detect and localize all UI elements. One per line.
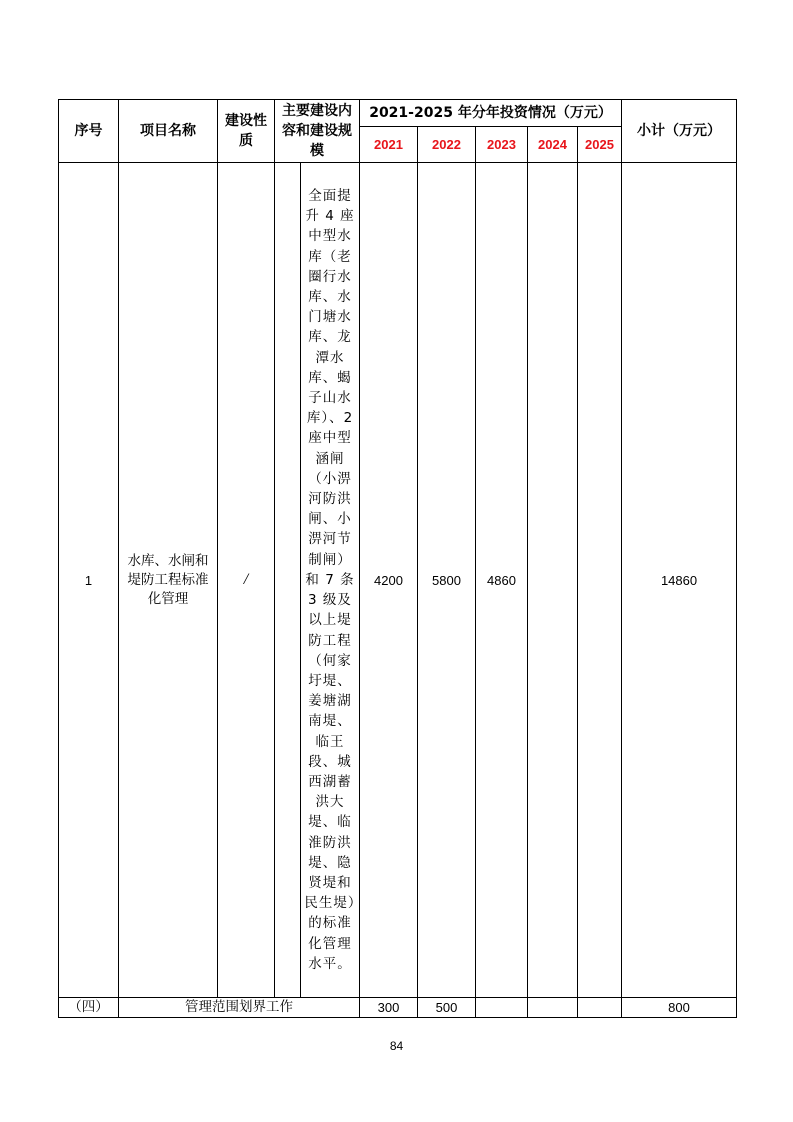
header-seq: 序号 bbox=[59, 100, 119, 163]
header-project-name: 项目名称 bbox=[119, 100, 218, 163]
section-subtotal: 800 bbox=[622, 998, 737, 1018]
table-row bbox=[59, 163, 737, 998]
header-subtotal: 小计（万元） bbox=[622, 100, 737, 163]
row-value-2021: 4200 bbox=[360, 163, 418, 998]
section-row bbox=[59, 998, 737, 1018]
row-value-2025 bbox=[578, 163, 622, 998]
section-value-2025 bbox=[578, 998, 622, 1018]
header-content-scale: 主要建设内容和建设规模 bbox=[275, 100, 360, 163]
header-year-2024: 2024 bbox=[528, 127, 578, 163]
row-seq: 1 bbox=[59, 163, 119, 998]
header-investment-group: 2021-2025 年分年投资情况（万元） bbox=[360, 100, 622, 127]
section-seq: （四） bbox=[59, 998, 119, 1018]
section-value-2023 bbox=[476, 998, 528, 1018]
row-value-2022: 5800 bbox=[418, 163, 476, 998]
header-year-2025: 2025 bbox=[578, 127, 622, 163]
section-value-2022: 500 bbox=[418, 998, 476, 1018]
header-year-2022: 2022 bbox=[418, 127, 476, 163]
header-year-2023: 2023 bbox=[476, 127, 528, 163]
row-value-2023: 4860 bbox=[476, 163, 528, 998]
header-nature: 建设性质 bbox=[218, 100, 275, 163]
investment-table bbox=[58, 99, 737, 1018]
header-row-1 bbox=[59, 100, 737, 127]
header-year-2021: 2021 bbox=[360, 127, 418, 163]
page-number: 84 bbox=[389, 1039, 404, 1053]
row-content-cell bbox=[301, 163, 360, 998]
row-content-scale: 全面提升 4 座中型水库（老圈行水库、水门塘水库、龙潭水库、蝎子山水库）、2 座中型涵闸（小淠河防洪闸、小淠河节制闸）和 7 条 3 级及以上堤防工程（何家圩堤、姜塘湖南堤、临王段、城西湖蓄洪大堤、临淮防洪堤、隐贤堤和民生堤）的标准化管理水平。 bbox=[304, 188, 356, 972]
section-name: 管理范围划界工作 bbox=[119, 998, 360, 1018]
row-project-name: 水库、水闸和堤防工程标准化管理 bbox=[119, 163, 218, 998]
row-nature: / bbox=[218, 163, 275, 998]
section-value-2021: 300 bbox=[360, 998, 418, 1018]
row-subtotal: 14860 bbox=[622, 163, 737, 998]
row-value-2024 bbox=[528, 163, 578, 998]
row-spacer-cell bbox=[275, 163, 301, 998]
section-value-2024 bbox=[528, 998, 578, 1018]
